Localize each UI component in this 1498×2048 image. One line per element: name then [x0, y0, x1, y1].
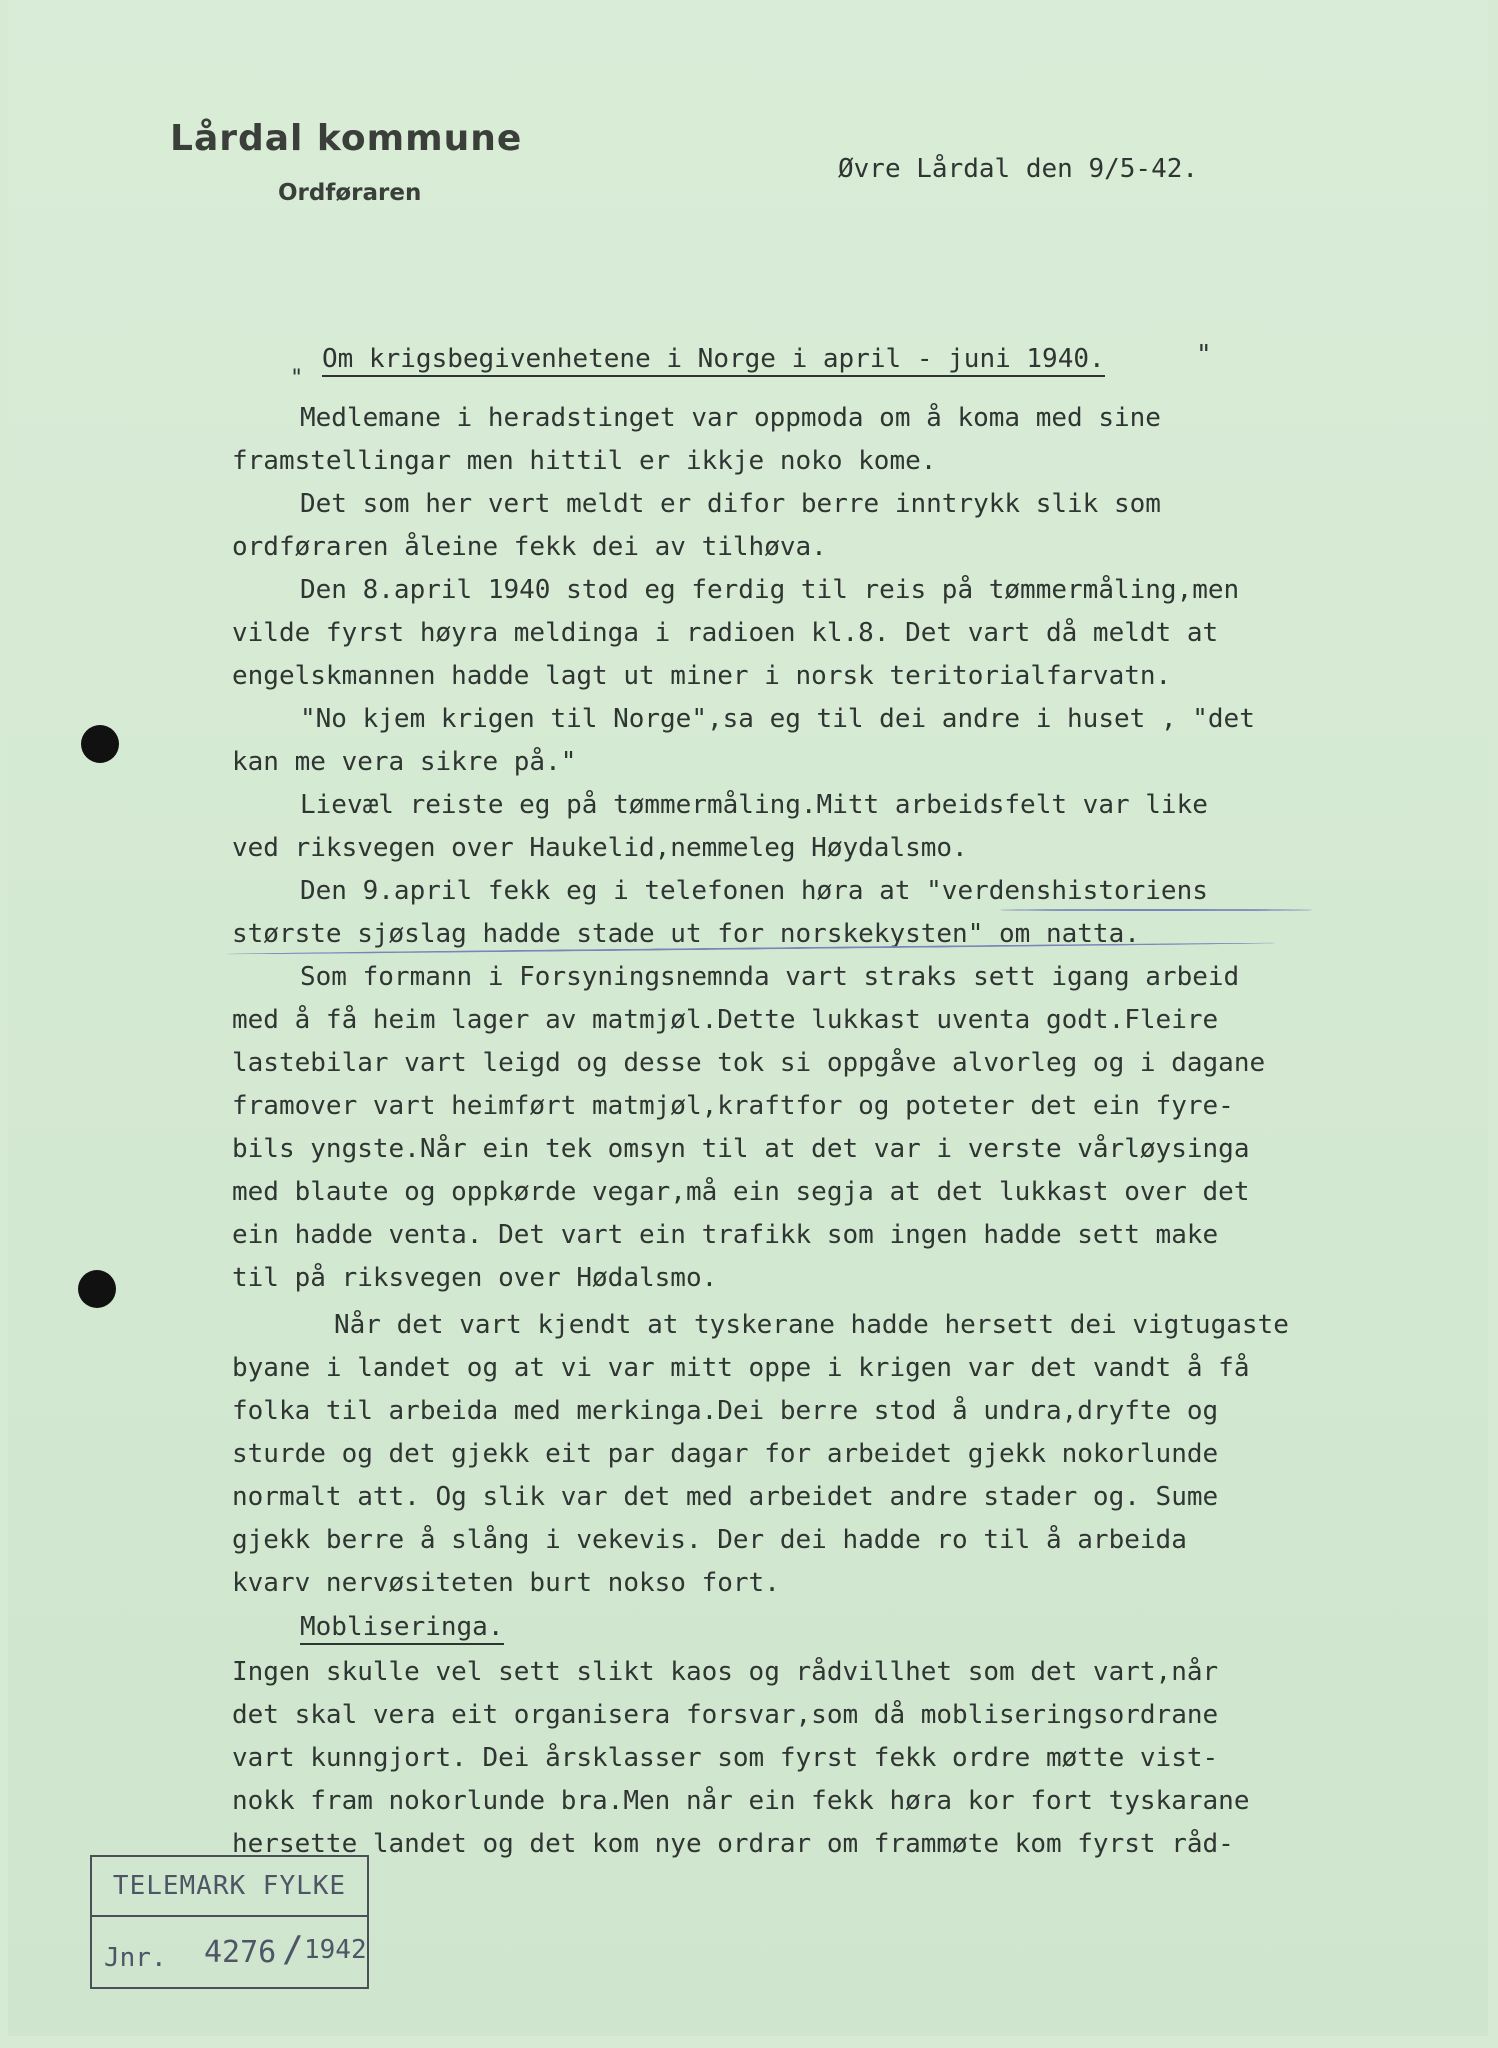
pen-underline-1 [1000, 909, 1312, 911]
text-line: framover vart heimført matmjøl,kraftfor og poteter det ein fyre- [232, 1091, 1234, 1121]
text-line: "No kjem krigen til Norge",sa eg til dei andre i huset , "det [300, 704, 1255, 734]
date-line: Øvre Lårdal den 9/5-42. [838, 154, 1199, 184]
text-line: gjekk berre å slång i vekevis. Der dei hadde ro til å arbeida [232, 1525, 1187, 1555]
stamp-county: TELEMARK FYLKE [92, 1857, 367, 1917]
text-line: engelskmannen hadde lagt ut miner i norsk teritorialfarvatn. [232, 661, 1172, 691]
text-line: Når det vart kjendt at tyskerane hadde hersett dei vigtugaste [334, 1310, 1289, 1340]
stamp-year: 1942 [304, 1935, 367, 1965]
text-line: Som formann i Forsyningsnemnda vart straks sett igang arbeid [300, 962, 1240, 992]
text-line: hersette landet og det kom nye ordrar om frammøte kom fyrst råd- [232, 1829, 1234, 1859]
text-line: med blaute og oppkørde vegar,må ein segja at det lukkast over det [232, 1177, 1250, 1207]
text-line: kvarv nervøsiteten burt nokso fort. [232, 1568, 780, 1598]
text-line: Lievæl reiste eg på tømmermåling.Mitt arbeidsfelt var like [300, 790, 1208, 820]
stamp-journal-row [92, 1917, 367, 1987]
text-line: nokk fram nokorlunde bra.Men når ein fekk høra kor fort tyskarane [232, 1786, 1250, 1816]
text-line: Det som her vert meldt er difor berre inntrykk slik som [300, 489, 1161, 519]
letterhead [170, 118, 523, 206]
punch-hole-top [81, 725, 119, 763]
stamp-slash: / [282, 1929, 304, 1970]
document-title: Om krigsbegivenhetene i Norge i april - juni 1940. [322, 344, 1105, 377]
text-line: med å få heim lager av matmjøl.Dette lukkast uventa godt.Fleire [232, 1005, 1219, 1035]
stamp-prefix: Jnr. [104, 1943, 167, 1973]
text-line: Den 8.april 1940 stod eg ferdig til reis på tømmermåling,men [300, 575, 1240, 605]
registry-stamp [90, 1855, 369, 1989]
title-open-quote: " [290, 366, 304, 391]
office-name: Ordføraren [278, 180, 422, 206]
text-line: Medlemane i heradstinget var oppmoda om å koma med sine [300, 403, 1161, 433]
text-line: vart kunngjort. Dei årsklasser som fyrst fekk ordre møtte vist- [232, 1743, 1219, 1773]
text-line: normalt att. Og slik var det med arbeidet andre stader og. Sume [232, 1482, 1219, 1512]
text-line: folka til arbeida med merkinga.Dei berre stod å undra,dryfte og [232, 1396, 1219, 1426]
text-line: ordføraren åleine fekk dei av tilhøva. [232, 532, 827, 562]
text-line: sturde og det gjekk eit par dagar for arbeidet gjekk nokorlunde [232, 1439, 1219, 1469]
text-line: det skal vera eit organisera forsvar,som då mobliseringsordrane [232, 1700, 1219, 1730]
text-line: Den 9.april fekk eg i telefonen høra at "verdenshistoriens [300, 876, 1208, 906]
section-heading: Mobliseringa. [300, 1612, 504, 1645]
text-line: lastebilar vart leigd og desse tok si oppgåve alvorleg og i dagane [232, 1048, 1266, 1078]
text-line: ein hadde venta. Det vart ein trafikk som ingen hadde sett make [232, 1220, 1219, 1250]
text-line: kan me vera sikre på." [232, 747, 577, 777]
text-line: største sjøslag hadde stade ut for norskekysten" om natta. [232, 919, 1140, 949]
text-line: Ingen skulle vel sett slikt kaos og rådvillhet som det vart,når [232, 1657, 1219, 1687]
stamp-number: 4276 [204, 1935, 277, 1970]
org-name: Lårdal kommune [170, 118, 523, 159]
text-line: byane i landet og at vi var mitt oppe i krigen var det vandt å få [232, 1353, 1250, 1383]
text-line: til på riksvegen over Hødalsmo. [232, 1263, 718, 1293]
text-line: bils yngste.Når ein tek omsyn til at det var i verste vårløysinga [232, 1134, 1250, 1164]
text-line: framstellingar men hittil er ikkje noko kome. [232, 446, 937, 476]
text-line: ved riksvegen over Haukelid,nemmeleg Høydalsmo. [232, 833, 968, 863]
text-line: vilde fyrst høyra meldinga i radioen kl.8. Det vart då meldt at [232, 618, 1219, 648]
title-close-quote: " [1196, 340, 1212, 370]
punch-hole-bottom [78, 1270, 116, 1308]
